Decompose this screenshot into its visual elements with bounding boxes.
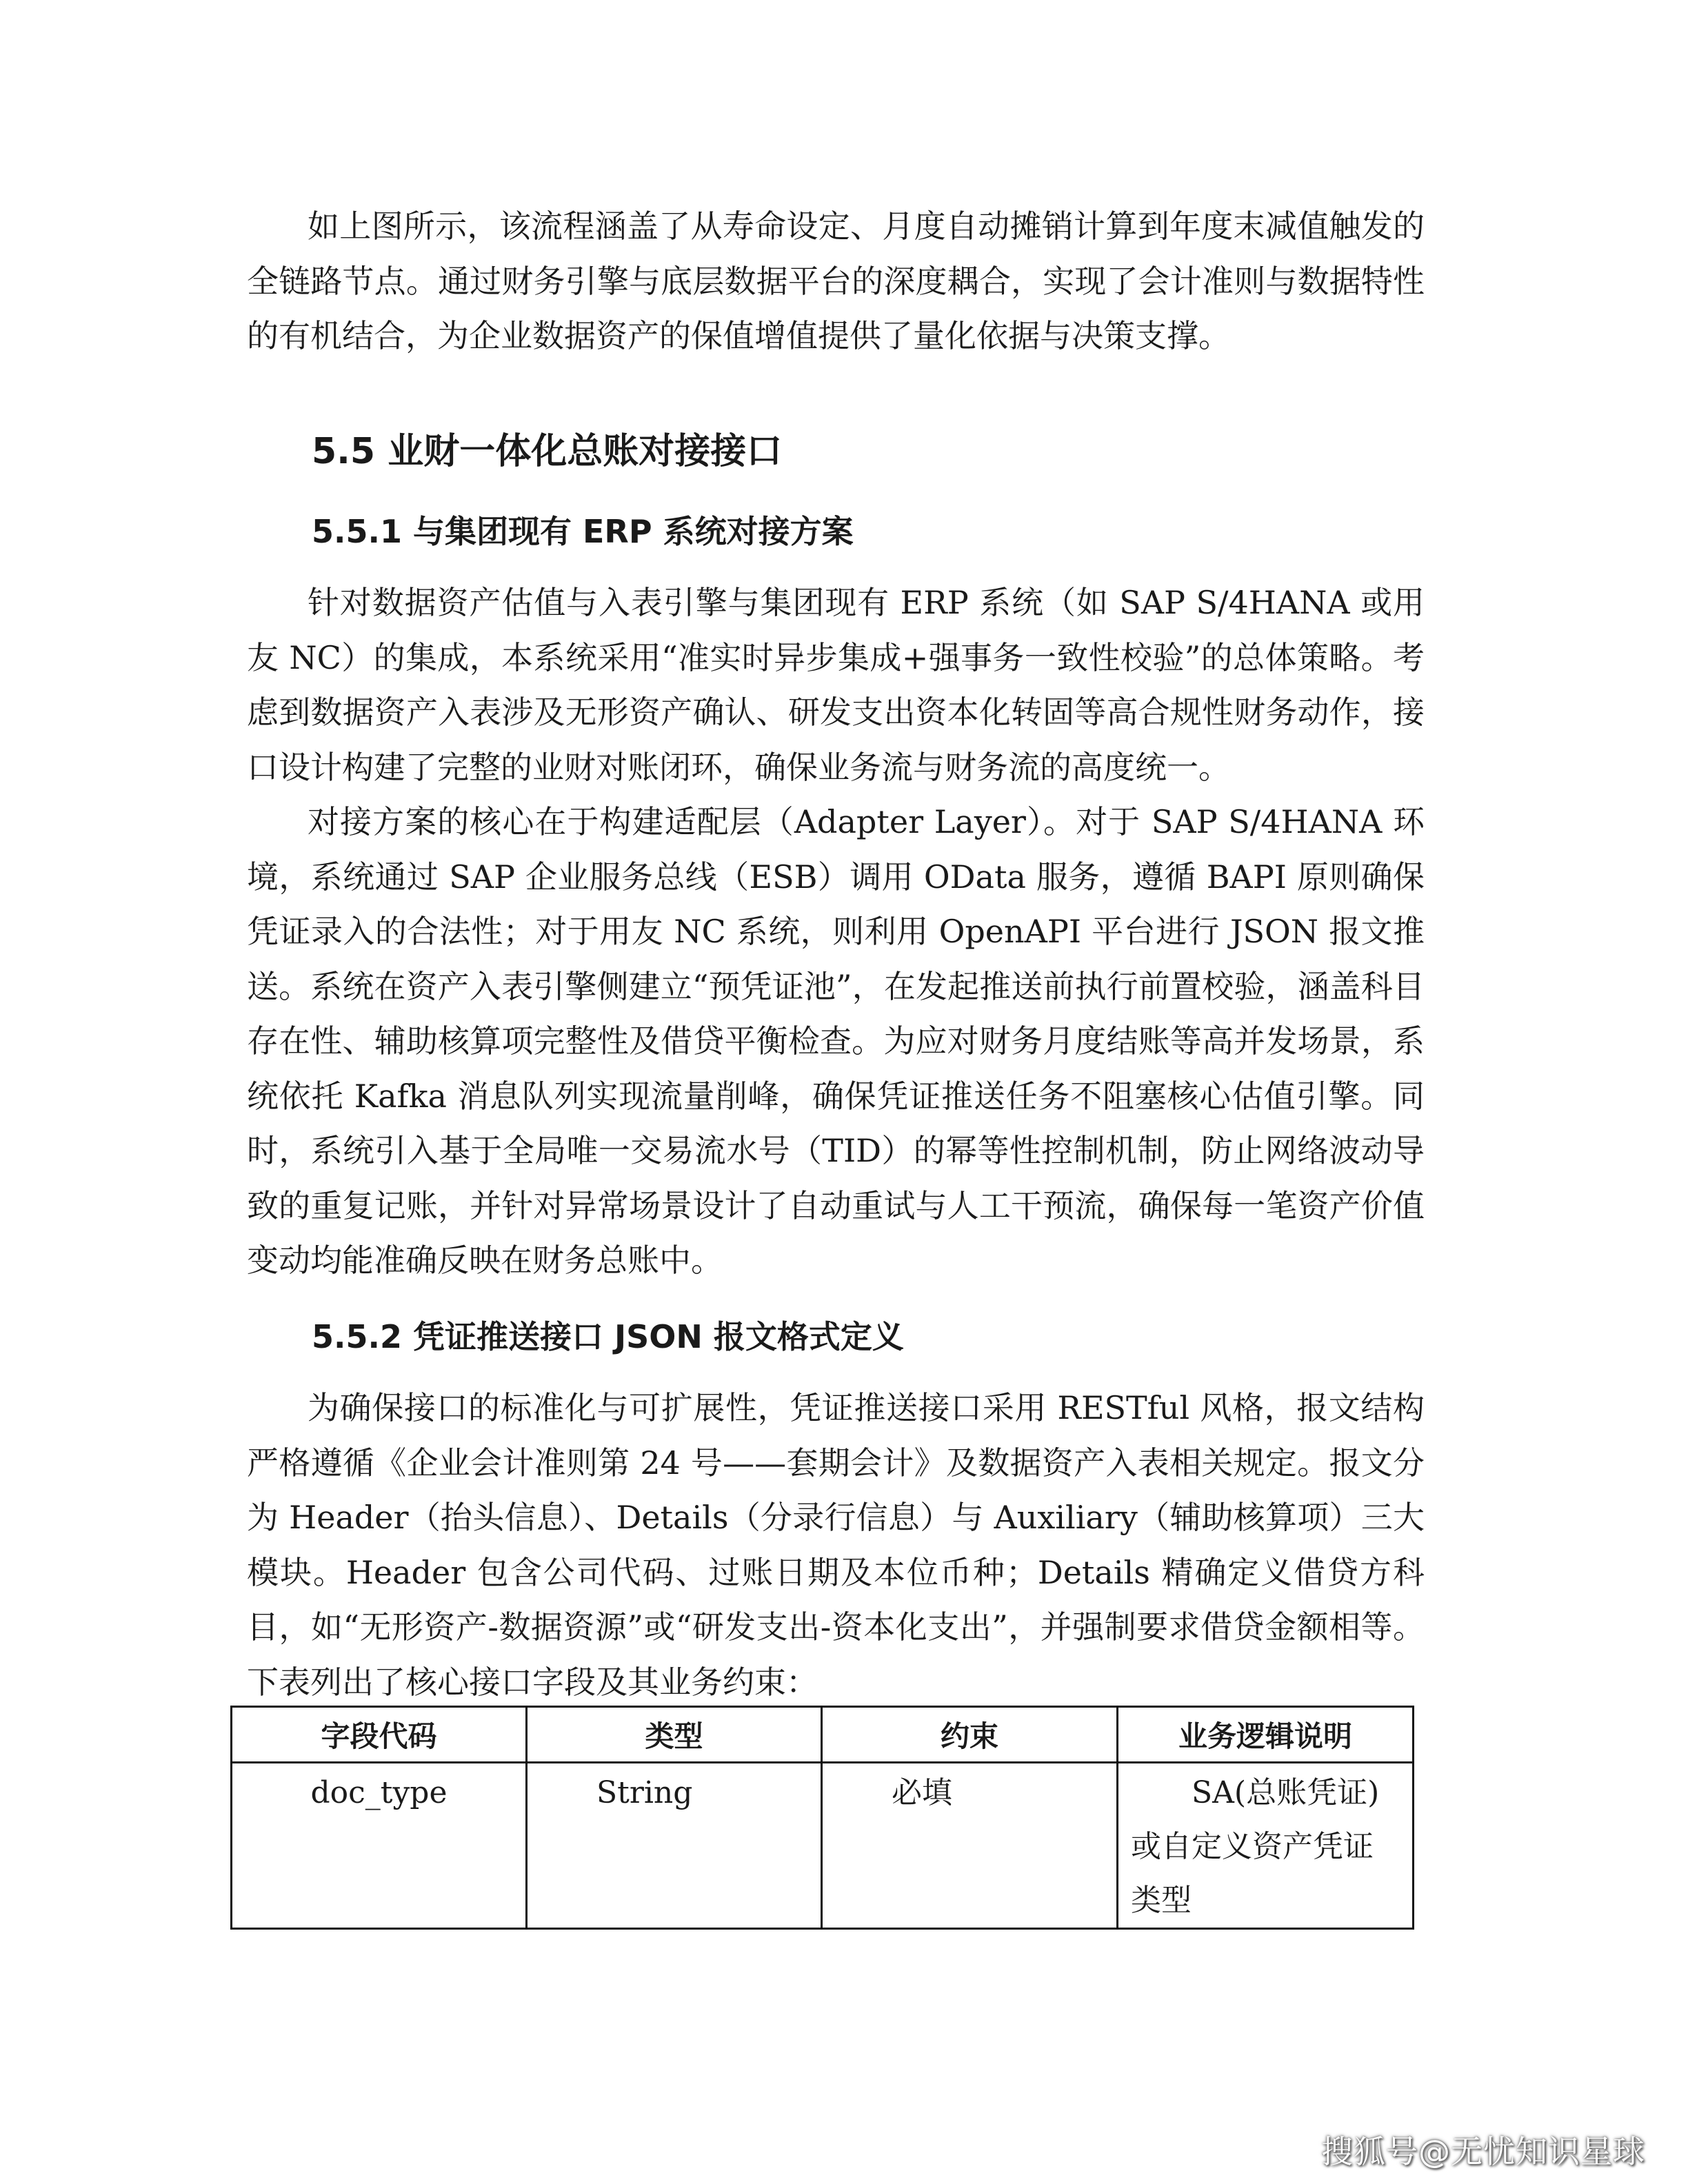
subsection-1-paragraph-1: 针对数据资产估值与入表引擎与集团现有 ERP 系统（如 SAP S/4HANA 或用友 NC）的集成，本系统采用“准实时异步集成+强事务一致性校验”的总体策略。考虑到数据资产入表涉及无形资产确认、研发支出资本化转固等高合规性财务动作，接口设计构建了完整的业财对账闭环，确保业务流与财务流的高度统一。	[247, 584, 1425, 786]
section-heading: 5.5 业财一体化总账对接接口	[312, 431, 783, 472]
table-cell-constraint: 必填	[822, 1763, 1118, 1929]
subsection-heading-1: 5.5.1 与集团现有 ERP 系统对接方案	[312, 513, 854, 550]
table-row	[232, 1763, 1414, 1929]
intro-paragraph: 如上图所示，该流程涵盖了从寿命设定、月度自动摊销计算到年度末减值触发的全链路节点。通过财务引擎与底层数据平台的深度耦合，实现了会计准则与数据特性的有机结合，为企业数据资产的保值增值提供了量化依据与决策支撑。	[247, 208, 1425, 354]
table-cell-description: SA(总账凭证)或自定义资产凭证类型	[1118, 1763, 1414, 1929]
interface-fields-table	[230, 1706, 1414, 1930]
table-cell-type: String	[527, 1763, 822, 1929]
watermark: 搜狐号@无忧知识星球	[1321, 2133, 1645, 2170]
subsection-heading-2: 5.5.2 凭证推送接口 JSON 报文格式定义	[312, 1318, 904, 1355]
table-header-cell: 业务逻辑说明	[1118, 1707, 1414, 1763]
table-header-cell: 字段代码	[232, 1707, 527, 1763]
subsection-1-paragraph-2: 对接方案的核心在于构建适配层（Adapter Layer）。对于 SAP S/4HANA 环境，系统通过 SAP 企业服务总线（ESB）调用 OData 服务，遵循 BAPI 原则确保凭证录入的合法性；对于用友 NC 系统，则利用 OpenAPI 平台进行 JSON 报文推送。系统在资产入表引擎侧建立“预凭证池”，在发起推送前执行前置校验，涵盖科目存在性、辅助核算项完整性及借贷平衡检查。为应对财务月度结账等高并发场景，系统依托 Kafka 消息队列实现流量削峰，确保凭证推送任务不阻塞核心估值引擎。同时，系统引入基于全局唯一交易流水号（TID）的幂等性控制机制，防止网络波动导致的重复记账，并针对异常场景设计了自动重试与人工干预流，确保每一笔资产价值变动均能准确反映在财务总账中。	[247, 803, 1425, 1279]
table-header-cell: 类型	[527, 1707, 822, 1763]
table-header-row	[232, 1707, 1414, 1763]
subsection-2-paragraph-1: 为确保接口的标准化与可扩展性，凭证推送接口采用 RESTful 风格，报文结构严格遵循《企业会计准则第 24 号——套期会计》及数据资产入表相关规定。报文分为 Header（抬头信息）、Details（分录行信息）与 Auxiliary（辅助核算项）三大模块。Header 包含公司代码、过账日期及本位币种；Details 精确定义借贷方科目，如“无形资产-数据资源”或“研发支出-资本化支出”，并强制要求借贷金额相等。下表列出了核心接口字段及其业务约束：	[247, 1389, 1425, 1701]
table-header-cell: 约束	[822, 1707, 1118, 1763]
table-cell-field-code: doc_type	[232, 1763, 527, 1929]
